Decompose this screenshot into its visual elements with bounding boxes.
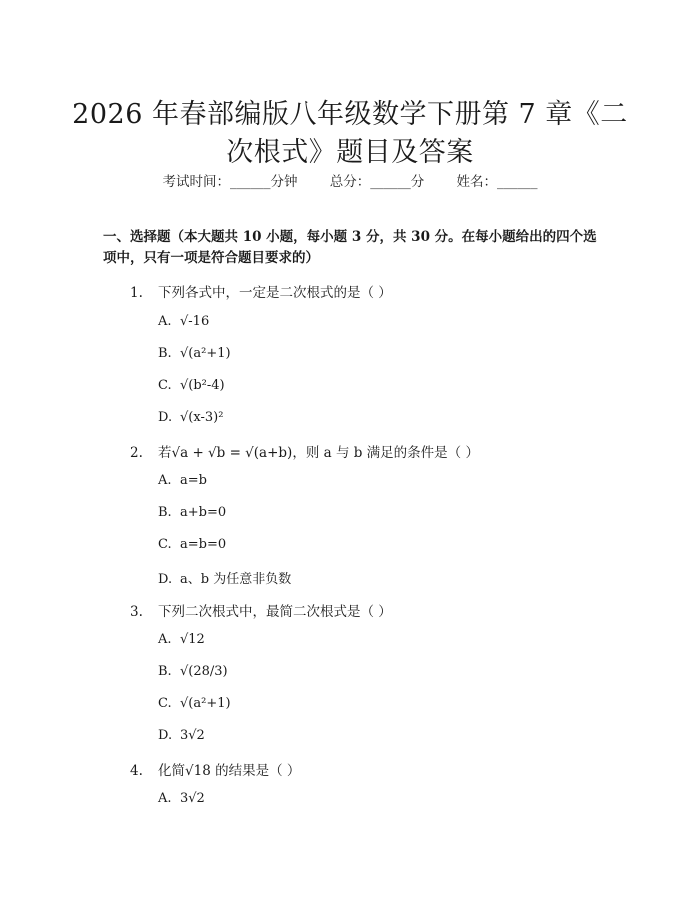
- option-3b: [158, 664, 228, 679]
- section-heading-line-2: 项中，只有一项是符合题目要求的）: [103, 250, 319, 266]
- question-text: 化简√18 的结果是（ ）: [158, 763, 301, 779]
- option-1c: [158, 378, 225, 393]
- question-number: 2.: [130, 445, 143, 461]
- section-heading: [103, 227, 603, 269]
- option-text: a=b=0: [180, 537, 227, 552]
- option-text: a=b: [180, 473, 207, 488]
- question-number: 4.: [130, 763, 143, 779]
- option-2d: [158, 568, 291, 587]
- option-text: a、b 为任意非负数: [180, 572, 292, 587]
- option-2a: [158, 473, 207, 488]
- section-heading-line-1: 一、选择题（本大题共 10 小题，每小题 3 分，共 30 分。在每小题给出的四个选: [103, 229, 597, 245]
- option-letter: D.: [158, 728, 173, 743]
- option-text: √(b²-4): [180, 378, 225, 393]
- option-letter: A.: [158, 632, 172, 647]
- option-text: 3√2: [180, 728, 205, 743]
- option-text: √-16: [180, 314, 210, 329]
- exam-time: 考试时间：______分钟: [162, 174, 298, 190]
- title-line-1: 2026 年春部编版八年级数学下册第 7 章《二: [72, 99, 628, 131]
- option-text: √(a²+1): [180, 696, 231, 711]
- option-4a: [158, 791, 205, 806]
- question-text: 下列各式中，一定是二次根式的是（ ）: [158, 285, 392, 301]
- option-letter: B.: [158, 664, 172, 679]
- option-text: √(a²+1): [180, 346, 231, 361]
- exam-meta: [0, 170, 700, 190]
- exam-score: 总分：______分: [329, 174, 425, 190]
- option-letter: A.: [158, 314, 172, 329]
- document-title: [60, 96, 640, 172]
- option-letter: A.: [158, 791, 172, 806]
- option-letter: C.: [158, 378, 172, 393]
- question-text: 下列二次根式中，最简二次根式是（ ）: [158, 604, 392, 620]
- option-text: √12: [180, 632, 205, 647]
- question-number: 1.: [130, 285, 143, 301]
- option-text: a+b=0: [180, 505, 227, 520]
- option-text: √(x-3)²: [180, 410, 224, 425]
- question-4: [130, 759, 300, 779]
- option-2b: [158, 505, 226, 520]
- option-3c: [158, 696, 231, 711]
- student-name: 姓名：______: [456, 174, 538, 190]
- option-1b: [158, 346, 231, 361]
- question-2: [130, 441, 479, 461]
- option-text: 3√2: [180, 791, 205, 806]
- option-letter: C.: [158, 537, 172, 552]
- option-letter: C.: [158, 696, 172, 711]
- option-letter: B.: [158, 505, 172, 520]
- option-letter: D.: [158, 572, 173, 587]
- question-number: 3.: [130, 604, 143, 620]
- question-text: 若√a + √b = √(a+b)，则 a 与 b 满足的条件是（ ）: [158, 445, 479, 461]
- question-1: [130, 281, 392, 301]
- option-text: √(28/3): [180, 664, 228, 679]
- option-1a: [158, 314, 209, 329]
- option-2c: [158, 537, 226, 552]
- option-1d: [158, 410, 223, 425]
- option-letter: D.: [158, 410, 173, 425]
- question-3: [130, 600, 392, 620]
- option-3d: [158, 728, 205, 743]
- title-line-2: 次根式》题目及答案: [226, 137, 474, 169]
- option-3a: [158, 632, 205, 647]
- option-letter: A.: [158, 473, 172, 488]
- option-letter: B.: [158, 346, 172, 361]
